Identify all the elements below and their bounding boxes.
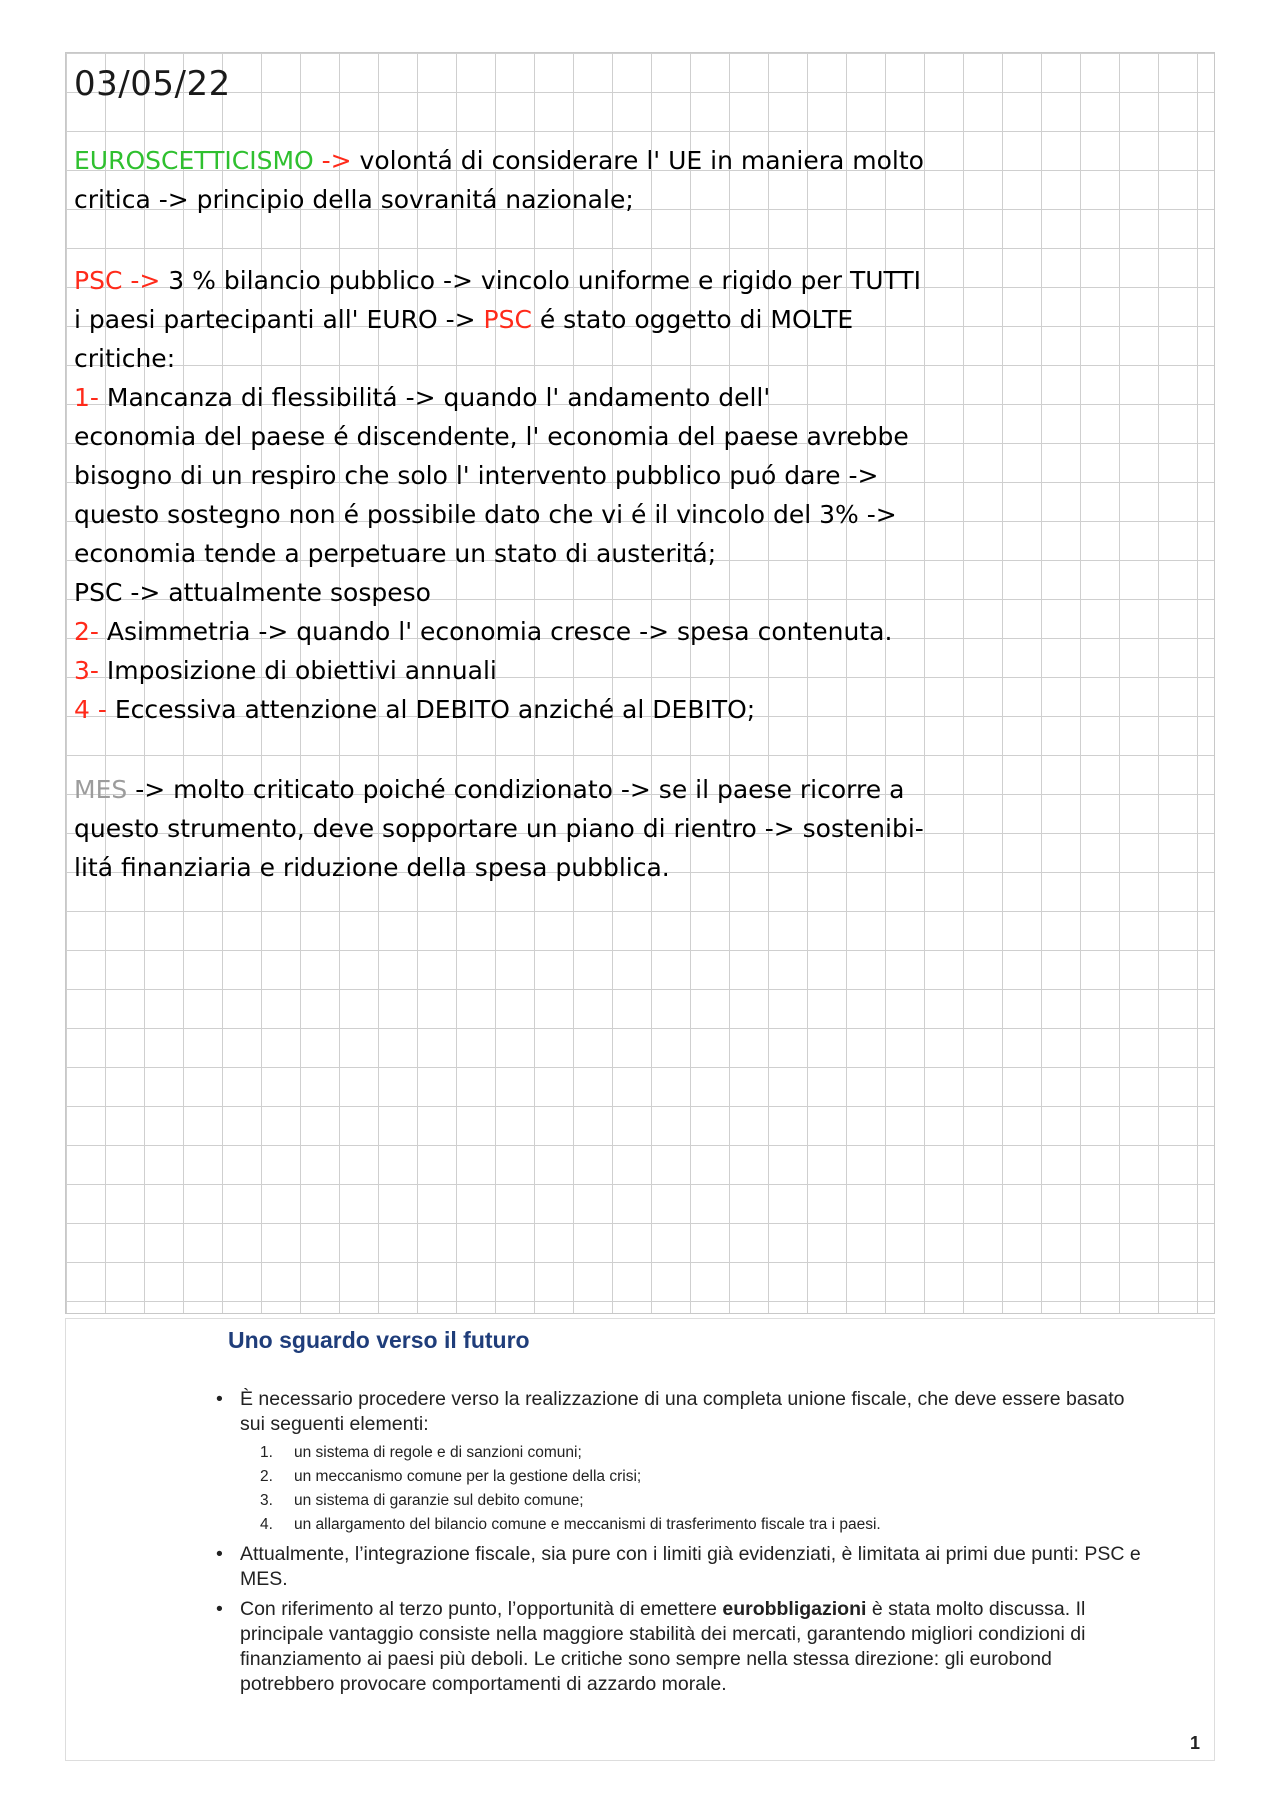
list-item: 3. un sistema di garanzie sul debito comune; <box>260 1492 584 1509</box>
slide-bullets <box>216 1387 1146 1702</box>
note-date: 03/05/22 <box>74 64 231 104</box>
list-item: 4. un allargamento del bilancio comune e meccanismi di trasferimento fiscale tra i paesi. <box>260 1516 881 1533</box>
bullet-dot-icon: • <box>216 1388 223 1410</box>
keyword-eurobbligazioni: eurobbligazioni <box>722 1598 867 1620</box>
term-psc: PSC <box>74 266 123 295</box>
critiques-list: 1- Mancanza di flessibilitá -> quando l' andamento dell' economia del paese é discendente, l' economia del paese avrebbe bisogno di un respiro che solo l' intervento pubblico puó dare -> questo sostegno non é possibile dato che vi é il vincolo del 3% -> economia tende a perpetuare un stato di austeritá; PSC -> attualmente sospeso 2- Asimmetria -> quando l' economia cresce -> spesa contenuta. 3- Imposizione di obiettivi annuali 4 - Eccessiva attenzione al DEBITO anziché al DEBITO; <box>74 383 909 724</box>
bullet-item: • Attualmente, l’integrazione fiscale, sia pure con i limiti già evidenziati, è limitata ai primi due punti: PSC e MES. <box>216 1543 1141 1590</box>
paragraph-psc: PSC -> 3 % bilancio pubblico -> vincolo uniforme e rigido per TUTTI i paesi partecipanti all' EURO -> PSC é stato oggetto di MOLTE critiche: <box>74 266 921 373</box>
slide-excerpt <box>65 1318 1215 1761</box>
page-number: 1 <box>1189 1733 1200 1753</box>
list-item: 1. un sistema di regole e di sanzioni comuni; <box>260 1444 582 1461</box>
list-item: 2. un meccanismo comune per la gestione della crisi; <box>260 1468 642 1485</box>
bullet-item: • È necessario procedere verso la realizzazione di una completa unione fiscale, che deve essere basato sui seguenti elementi: 1. un sistema di regole e di sanzioni comuni; 2. un meccanismo comune per la gestione della crisi; 3. un sistema di garanzie sul debito comune; 4. un allargamento del bilancio comune e meccanismi di trasferimento fiscale tra i paesi. <box>216 1387 1146 1537</box>
term-mes: MES <box>74 775 128 804</box>
numbered-sublist <box>240 1441 1146 1537</box>
bullet-dot-icon: • <box>216 1598 223 1620</box>
paragraph-mes: MES -> molto criticato poiché condizionato -> se il paese ricorre a questo strumento, deve sopportare un piano di rientro -> sostenibi- litá finanziaria e riduzione della spesa pubblica. <box>74 775 924 882</box>
term-euroscetticismo: EUROSCETTICISMO <box>74 146 314 175</box>
paragraph-euroscetticismo: EUROSCETTICISMO -> volontá di considerare l' UE in maniera molto critica -> principio della sovranitá nazionale; <box>74 146 924 214</box>
slide-title: Uno sguardo verso il futuro <box>228 1327 530 1353</box>
bullet-dot-icon: • <box>216 1543 223 1565</box>
bullet-item: • Con riferimento al terzo punto, l’opportunità di emettere eurobbligazioni è stata molto discussa. Il principale vantaggio consiste nella maggiore stabilità dei mercati, garantendo migliori condizioni di finanziamento ai paesi più deboli. Le critiche sono sempre nella stessa direzione: gli eurobond potrebbero provocare comportamenti di azzardo morale. <box>216 1598 1086 1695</box>
grid-notebook-page <box>65 52 1215 1314</box>
